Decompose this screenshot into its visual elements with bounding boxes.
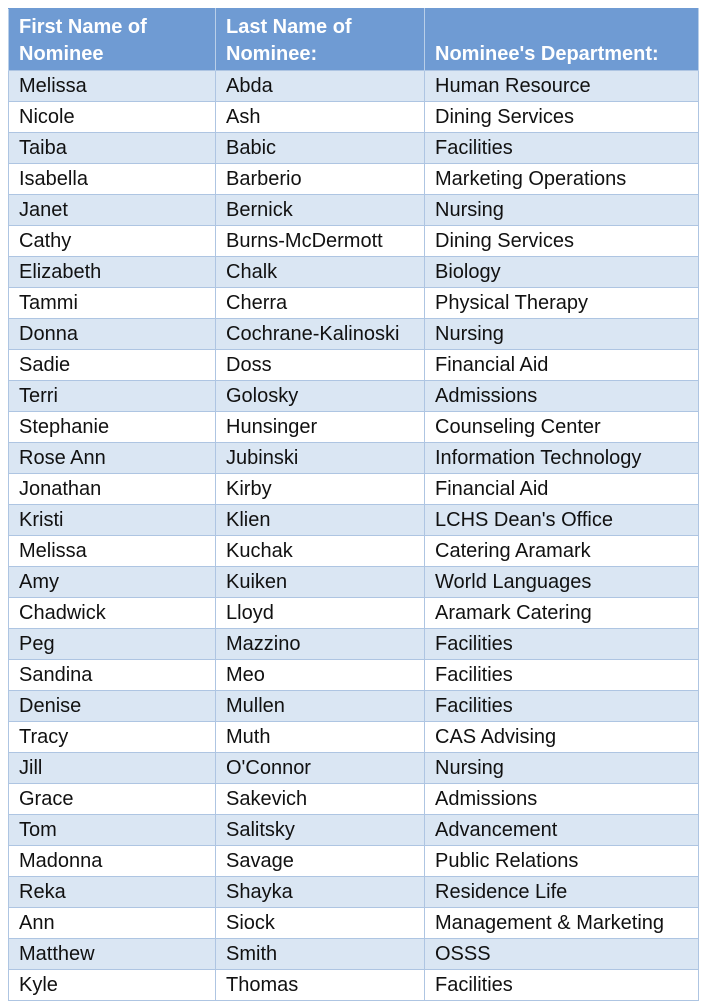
cell-first-name: Madonna [9,846,216,877]
table-row [9,381,699,412]
cell-last-name: Muth [216,722,425,753]
cell-last-name: Siock [216,908,425,939]
cell-first-name: Grace [9,784,216,815]
cell-last-name: Salitsky [216,815,425,846]
cell-last-name: Kuiken [216,567,425,598]
cell-first-name: Tom [9,815,216,846]
cell-first-name: Janet [9,195,216,226]
table-row [9,846,699,877]
cell-first-name: Ann [9,908,216,939]
table-row [9,319,699,350]
cell-first-name: Cathy [9,226,216,257]
cell-first-name: Amy [9,567,216,598]
table-row [9,691,699,722]
cell-first-name: Nicole [9,102,216,133]
table-row [9,288,699,319]
cell-department: Financial Aid [425,350,699,381]
cell-last-name: Savage [216,846,425,877]
cell-department: Counseling Center [425,412,699,443]
cell-first-name: Sandina [9,660,216,691]
cell-first-name: Peg [9,629,216,660]
cell-last-name: Kuchak [216,536,425,567]
table-row [9,505,699,536]
table-row [9,474,699,505]
cell-last-name: Sakevich [216,784,425,815]
cell-department: Facilities [425,660,699,691]
table-row [9,443,699,474]
cell-department: Dining Services [425,102,699,133]
cell-department: Marketing Operations [425,164,699,195]
cell-first-name: Elizabeth [9,257,216,288]
cell-last-name: Cherra [216,288,425,319]
cell-last-name: Chalk [216,257,425,288]
cell-first-name: Rose Ann [9,443,216,474]
cell-department: World Languages [425,567,699,598]
cell-first-name: Sadie [9,350,216,381]
cell-last-name: Babic [216,133,425,164]
cell-last-name: Mullen [216,691,425,722]
cell-department: Admissions [425,381,699,412]
cell-last-name: Jubinski [216,443,425,474]
table-row [9,629,699,660]
cell-department: Physical Therapy [425,288,699,319]
table-row [9,908,699,939]
cell-department: Financial Aid [425,474,699,505]
table-row [9,71,699,102]
cell-department: LCHS Dean's Office [425,505,699,536]
cell-department: Aramark Catering [425,598,699,629]
cell-last-name: Lloyd [216,598,425,629]
cell-first-name: Isabella [9,164,216,195]
cell-last-name: Hunsinger [216,412,425,443]
cell-department: Facilities [425,133,699,164]
cell-department: Management & Marketing [425,908,699,939]
table-row [9,257,699,288]
nominee-table-container [8,8,698,1001]
table-row [9,195,699,226]
table-row [9,598,699,629]
table-row [9,102,699,133]
table-row [9,164,699,195]
table-row [9,939,699,970]
table-row [9,970,699,1001]
cell-first-name: Chadwick [9,598,216,629]
cell-last-name: Meo [216,660,425,691]
cell-department: Residence Life [425,877,699,908]
cell-department: Nursing [425,753,699,784]
table-row [9,753,699,784]
cell-department: Facilities [425,970,699,1001]
header-row [9,9,699,71]
cell-first-name: Matthew [9,939,216,970]
cell-department: Dining Services [425,226,699,257]
table-row [9,350,699,381]
cell-first-name: Taiba [9,133,216,164]
cell-first-name: Denise [9,691,216,722]
cell-department: Catering Aramark [425,536,699,567]
table-row [9,536,699,567]
cell-department: OSSS [425,939,699,970]
cell-department: Nursing [425,319,699,350]
cell-department: Information Technology [425,443,699,474]
cell-first-name: Stephanie [9,412,216,443]
header-first-name: First Name of Nominee [9,9,216,71]
table-row [9,133,699,164]
cell-last-name: Bernick [216,195,425,226]
table-row [9,660,699,691]
cell-last-name: Kirby [216,474,425,505]
cell-department: Facilities [425,629,699,660]
cell-last-name: Cochrane-Kalinoski [216,319,425,350]
cell-first-name: Reka [9,877,216,908]
table-row [9,784,699,815]
cell-last-name: Ash [216,102,425,133]
cell-department: CAS Advising [425,722,699,753]
cell-department: Biology [425,257,699,288]
table-header [9,9,699,71]
cell-last-name: Abda [216,71,425,102]
cell-last-name: Thomas [216,970,425,1001]
cell-department: Admissions [425,784,699,815]
table-row [9,567,699,598]
cell-first-name: Donna [9,319,216,350]
cell-first-name: Kyle [9,970,216,1001]
table-row [9,722,699,753]
cell-department: Public Relations [425,846,699,877]
cell-last-name: Burns-McDermott [216,226,425,257]
cell-department: Nursing [425,195,699,226]
cell-first-name: Melissa [9,71,216,102]
table-row [9,226,699,257]
cell-last-name: Barberio [216,164,425,195]
cell-first-name: Jill [9,753,216,784]
table-row [9,412,699,443]
cell-first-name: Tracy [9,722,216,753]
cell-first-name: Jonathan [9,474,216,505]
cell-last-name: Shayka [216,877,425,908]
nominee-table [8,8,699,1001]
table-body [9,71,699,1001]
table-row [9,815,699,846]
cell-last-name: Doss [216,350,425,381]
cell-department: Facilities [425,691,699,722]
cell-last-name: O'Connor [216,753,425,784]
cell-first-name: Melissa [9,536,216,567]
cell-department: Advancement [425,815,699,846]
cell-last-name: Smith [216,939,425,970]
cell-department: Human Resource [425,71,699,102]
cell-last-name: Klien [216,505,425,536]
cell-last-name: Mazzino [216,629,425,660]
cell-last-name: Golosky [216,381,425,412]
header-last-name: Last Name of Nominee: [216,9,425,71]
cell-first-name: Tammi [9,288,216,319]
table-row [9,877,699,908]
cell-first-name: Kristi [9,505,216,536]
cell-first-name: Terri [9,381,216,412]
header-department: Nominee's Department: [425,9,699,71]
